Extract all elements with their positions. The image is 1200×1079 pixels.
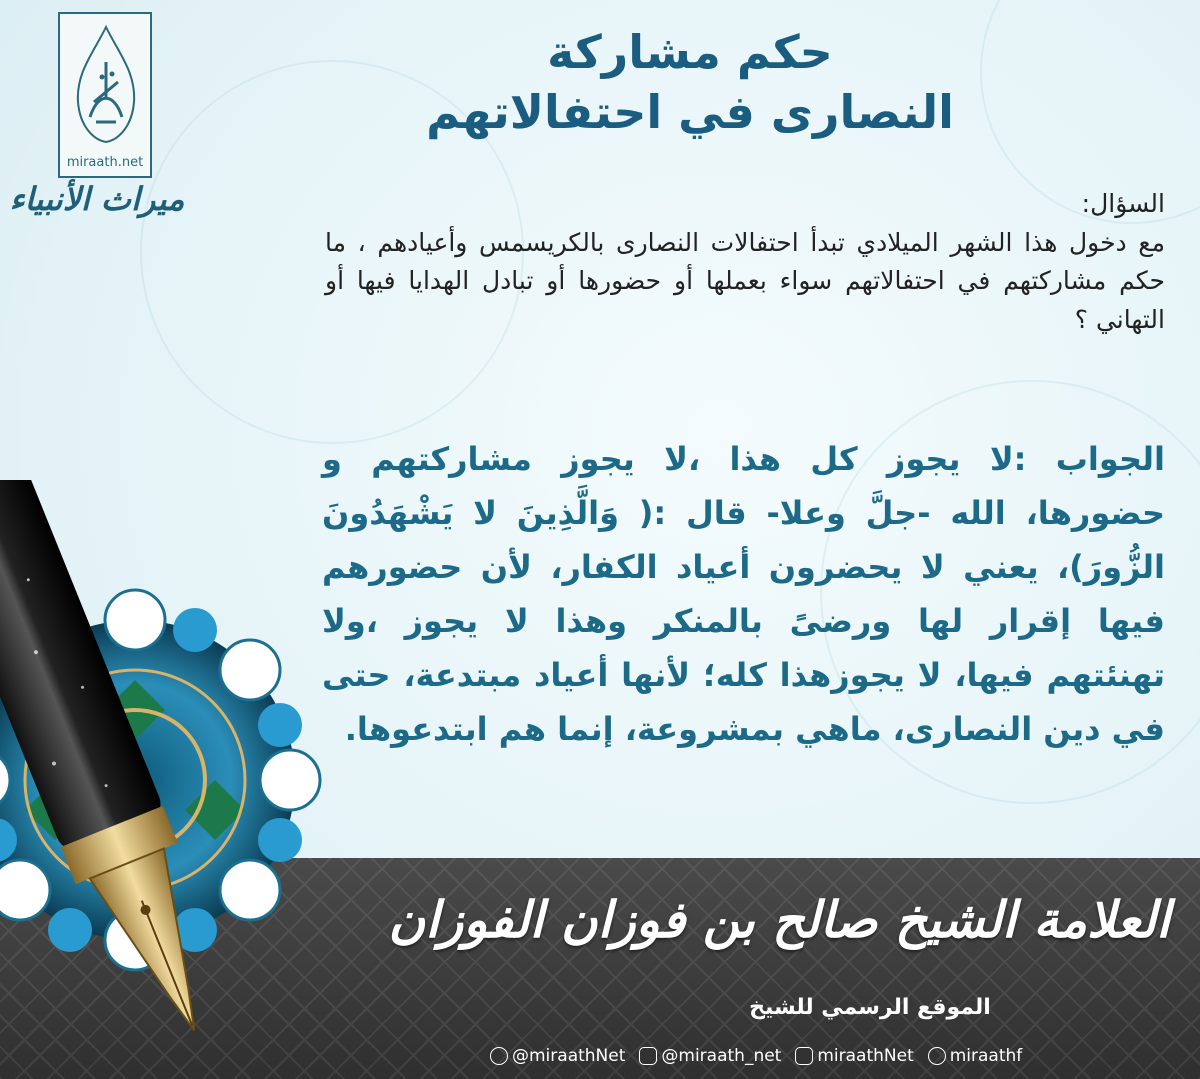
twitter-icon bbox=[490, 1047, 508, 1065]
youtube-icon bbox=[795, 1047, 813, 1065]
question-label: السؤال: bbox=[1081, 189, 1165, 218]
sheikh-name-calligraphy: العلامة الشيخ صالح بن فوزان الفوزان bbox=[388, 890, 1170, 949]
page-title bbox=[340, 22, 1040, 142]
social-link-youtube[interactable] bbox=[795, 1046, 913, 1066]
social-link-twitter[interactable] bbox=[490, 1046, 625, 1066]
logo-name: ميراث الأنبياء bbox=[9, 180, 185, 218]
instagram-handle: @miraath_net bbox=[661, 1046, 782, 1066]
youtube-handle: miraathNet bbox=[817, 1046, 914, 1066]
question-block bbox=[325, 185, 1165, 339]
logo-url: miraath.net bbox=[66, 155, 144, 170]
social-link-instagram[interactable] bbox=[639, 1046, 781, 1066]
pen-rosette-illustration bbox=[0, 480, 360, 1079]
facebook-handle: miraathf bbox=[949, 1046, 1023, 1066]
site-logo[interactable] bbox=[58, 12, 152, 178]
calligraphy-logo-icon bbox=[66, 22, 146, 152]
twitter-handle: @miraathNet bbox=[512, 1046, 626, 1066]
question-text: مع دخول هذا الشهر الميلادي تبدأ احتفالات النصارى بالكريسمس وأعيادهم ، ما حكم مشاركتهم في احتفالاتهم سواء بعملها أو حضورها أو تبادل الهدايا فيها أو التهاني ؟ bbox=[325, 227, 1165, 334]
social-link-facebook[interactable] bbox=[928, 1046, 1023, 1066]
answer-text: الجواب :لا يجوز كل هذا ،لا يجوز مشاركتهم و حضورها، الله -جلَّ وعلا- قال :( وَالَّذِينَ لا يَشْهَدُونَ الزُّورَ)، يعني لا يحضرون أعياد الكفار، لأن حضورهم فيها إقرار لها ورضىً بالمنكر وهذا لا يجوز ،ولا تهنئتهم فيها، لا يجوزهذا كله؛ لأنها أعياد مبتدعة، حتى في دين النصارى، ماهي بمشروعة، إنما هم ابتدعوها. bbox=[322, 440, 1165, 748]
title-line-1: حكم مشاركة bbox=[547, 25, 833, 79]
instagram-icon bbox=[639, 1047, 657, 1065]
title-line-2: النصارى في احتفالاتهم bbox=[426, 85, 954, 139]
answer-block bbox=[322, 432, 1165, 756]
social-links bbox=[490, 1043, 1190, 1069]
facebook-icon bbox=[928, 1047, 946, 1065]
official-site-label: الموقع الرسمي للشيخ bbox=[749, 995, 991, 1020]
